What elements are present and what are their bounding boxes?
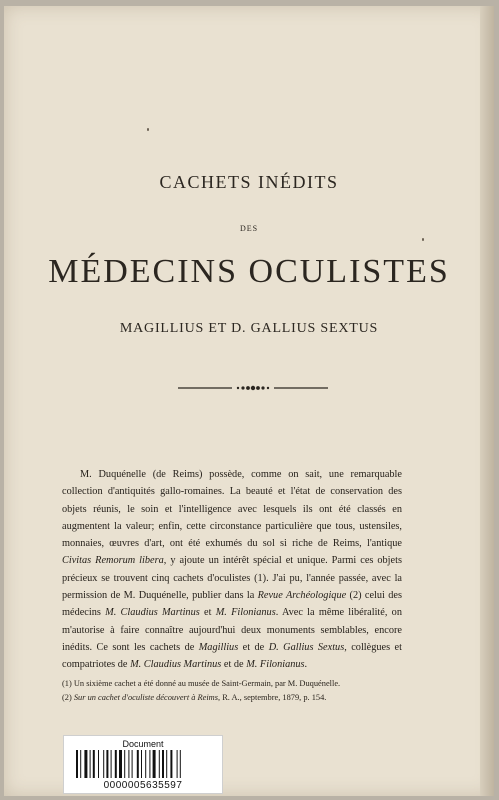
title-subtitle: MAGILLIUS ET D. GALLIUS SEXTUS [119,321,379,336]
footnote-1: (1) Un sixième cachet a été donné au musée de Saint-Germain, par M. Duquénelle. [62,679,341,688]
body-paragraph: M. Duquénelle (de Reims) possède, comme on sait, une remarquable collection d'antiquités gallo-romaines. La beauté et l'état de conservation des objets réunis, le soin et l'intelligence avec lesquels ils ont été classés en augmentent la valeur; enfin, cette circonstance particulière que tous, ustensiles, monnaies, œuvres d'art, ont été exhumés du sol si riche de Reims, l'antique Civitas Remorum libera, y ajoute un intérêt spécial et unique. Parmi ces objets précieux se trouvent cinq cachets d'oculistes (1). J'ai pu, l'année passée, avec la permission de M. Duquénelle, publier dans la Revue Archéologique (2) celui des médecins M. Claudius Martinus et M. Filonianus. Avec la même libéralité, on m'autorise à faire connaître aujourd'hui deux monuments semblables, encore inédits. Ce sont les cachets de Magillius et de D. Gallius Sextus, collègues et compatriotes de M. Claudius Martinus et de M. Filonianus. [62,469,402,671]
page-edge [480,6,494,796]
paper-speck [422,238,424,241]
title-connector: DES [239,224,259,233]
barcode-number: 0000005635597 [103,780,183,791]
barcode-title: Document [122,739,164,749]
footnotes [62,677,402,705]
title-main: MÉDECINS OCULISTES [48,253,450,290]
barcode-sticker [63,735,223,794]
footnote-2: (2) Sur un cachet d'oculiste découvert à Reims, R. A., septembre, 1879, p. 154. [62,693,327,702]
ornamental-rule [178,385,328,391]
document-page [4,6,494,796]
barcode-icon [76,750,210,778]
title-line-1: CACHETS INÉDITS [159,172,339,192]
paper-speck [147,128,149,131]
